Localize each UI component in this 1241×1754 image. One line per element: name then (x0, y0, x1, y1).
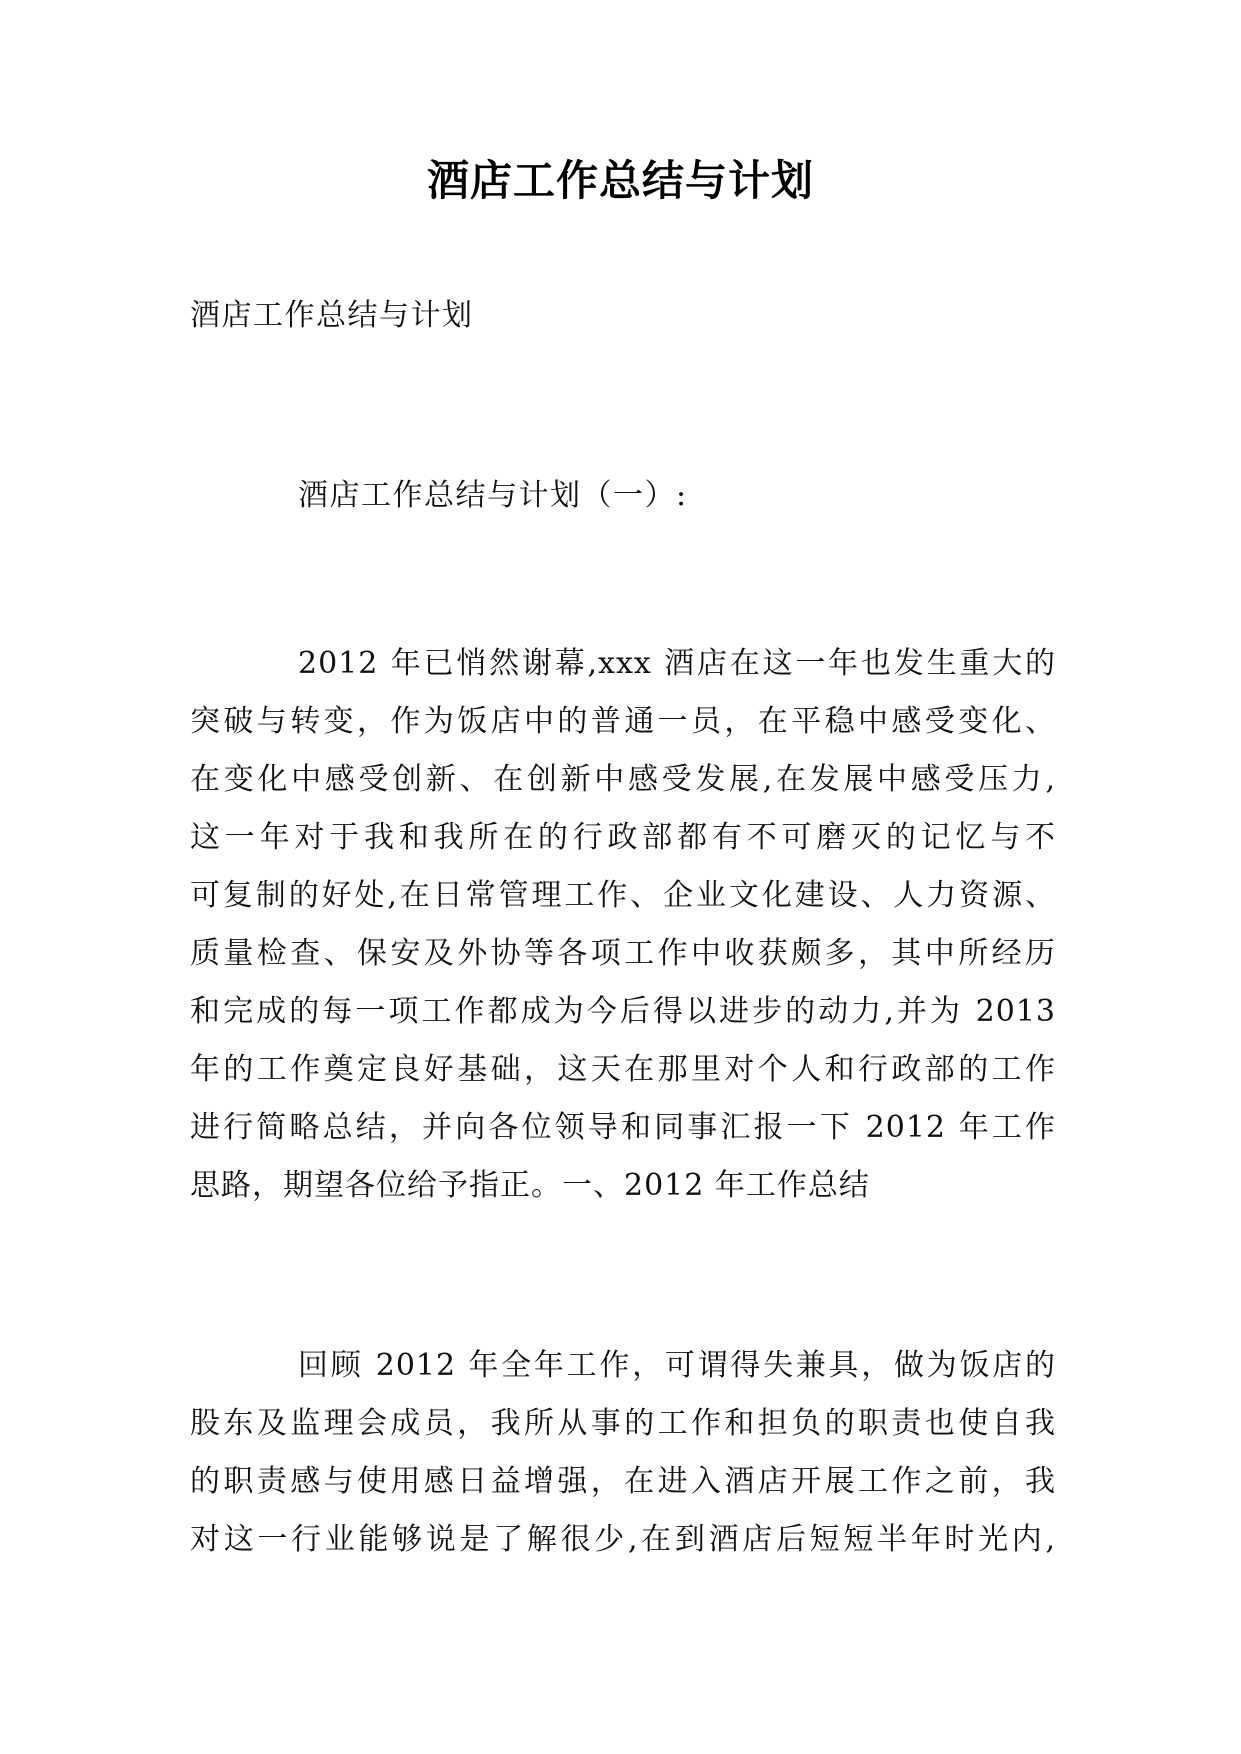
paragraph-line: 回顾 2012 年全年工作，可谓得失兼具，做为饭店的 (298, 1348, 1056, 1383)
paragraph-line: 的职责感与使用感日益增强，在进入酒店开展工作之前，我 (190, 1464, 1056, 1499)
section-heading: 酒店工作总结与计划（一）: (298, 478, 688, 513)
paragraph-line: 思路，期望各位给予指正。一、2012 年工作总结 (190, 1168, 870, 1203)
paragraph-line: 2012 年已悄然谢幕,xxx 酒店在这一年也发生重大的 (298, 646, 1056, 681)
document-subtitle: 酒店工作总结与计划 (190, 298, 474, 333)
paragraph-line: 年的工作奠定良好基础，这天在那里对个人和行政部的工作 (190, 1052, 1056, 1087)
paragraph-line: 在变化中感受创新、在创新中感受发展,在发展中感受压力, (190, 762, 1056, 797)
document-title: 酒店工作总结与计划 (426, 156, 814, 205)
paragraph-line: 对这一行业能够说是了解很少,在到酒店后短短半年时光内, (190, 1522, 1056, 1557)
paragraph-line: 和完成的每一项工作都成为今后得以进步的动力,并为 2013 (190, 994, 1056, 1029)
paragraph-line: 进行简略总结，并向各位领导和同事汇报一下 2012 年工作 (190, 1110, 1056, 1145)
paragraph-line: 可复制的好处,在日常管理工作、企业文化建设、人力资源、 (190, 878, 1056, 913)
paragraph-line: 突破与转变，作为饭店中的普通一员，在平稳中感受变化、 (190, 704, 1056, 739)
body-paragraph-1 (190, 635, 1056, 1215)
paragraph-line: 这一年对于我和我所在的行政部都有不可磨灭的记忆与不 (190, 820, 1056, 855)
paragraph-line: 质量检查、保安及外协等各项工作中收获颇多，其中所经历 (190, 936, 1056, 971)
body-paragraph-2 (190, 1337, 1056, 1569)
paragraph-line: 股东及监理会成员，我所从事的工作和担负的职责也使自我 (190, 1406, 1056, 1441)
